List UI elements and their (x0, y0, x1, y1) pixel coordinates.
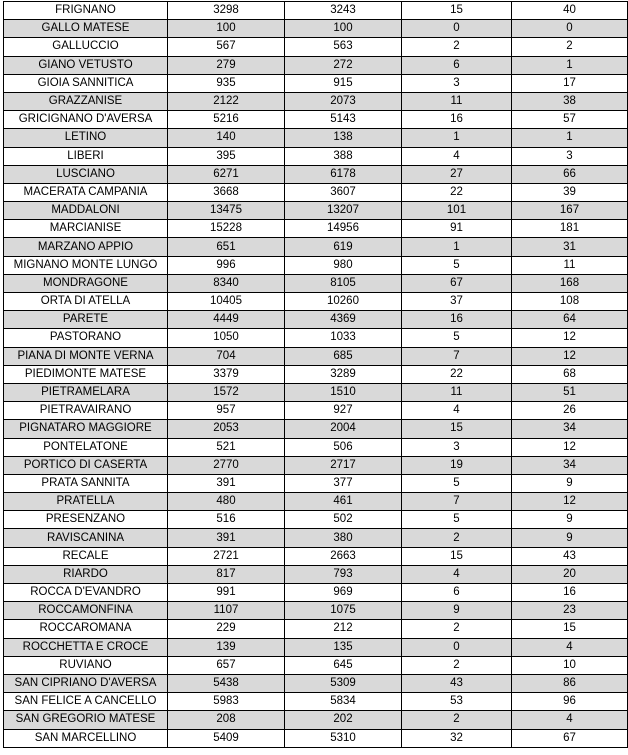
municipality-cell: PRATELLA (4, 493, 168, 511)
table-row (4, 420, 628, 438)
table-row (4, 274, 628, 292)
value-cell-3: 6 (402, 56, 512, 74)
value-cell-4: 12 (512, 347, 628, 365)
value-cell-3: 3 (402, 438, 512, 456)
table-row (4, 529, 628, 547)
value-cell-3: 43 (402, 674, 512, 692)
value-cell-2: 3289 (285, 365, 402, 383)
value-cell-2: 619 (285, 238, 402, 256)
value-cell-1: 4449 (168, 311, 285, 329)
value-cell-2: 1033 (285, 329, 402, 347)
value-cell-4: 34 (512, 456, 628, 474)
table-row (4, 20, 628, 38)
value-cell-2: 506 (285, 438, 402, 456)
value-cell-1: 817 (168, 565, 285, 583)
table-row (4, 256, 628, 274)
table-row (4, 511, 628, 529)
value-cell-2: 3243 (285, 2, 402, 20)
value-cell-4: 9 (512, 474, 628, 492)
table-row (4, 111, 628, 129)
municipality-cell: ROCCA D'EVANDRO (4, 584, 168, 602)
value-cell-1: 996 (168, 256, 285, 274)
value-cell-4: 10 (512, 656, 628, 674)
value-cell-1: 15228 (168, 220, 285, 238)
value-cell-2: 14956 (285, 220, 402, 238)
value-cell-1: 140 (168, 129, 285, 147)
value-cell-2: 10260 (285, 293, 402, 311)
value-cell-3: 27 (402, 165, 512, 183)
value-cell-1: 521 (168, 438, 285, 456)
municipality-cell: RECALE (4, 547, 168, 565)
value-cell-3: 22 (402, 183, 512, 201)
value-cell-3: 2 (402, 620, 512, 638)
value-cell-2: 388 (285, 147, 402, 165)
table-row (4, 2, 628, 20)
municipality-cell: MARZANO APPIO (4, 238, 168, 256)
municipality-cell: MACERATA CAMPANIA (4, 183, 168, 201)
municipality-cell: LETINO (4, 129, 168, 147)
municipality-cell: MIGNANO MONTE LUNGO (4, 256, 168, 274)
value-cell-4: 15 (512, 620, 628, 638)
table-row (4, 56, 628, 74)
municipality-cell: ROCCHETTA E CROCE (4, 638, 168, 656)
table-row (4, 565, 628, 583)
value-cell-4: 57 (512, 111, 628, 129)
value-cell-3: 7 (402, 493, 512, 511)
value-cell-4: 17 (512, 74, 628, 92)
value-cell-1: 5409 (168, 729, 285, 747)
table-row (4, 693, 628, 711)
value-cell-1: 657 (168, 656, 285, 674)
value-cell-4: 9 (512, 511, 628, 529)
table-row (4, 311, 628, 329)
value-cell-4: 31 (512, 238, 628, 256)
value-cell-3: 5 (402, 256, 512, 274)
table-row (4, 584, 628, 602)
value-cell-4: 34 (512, 420, 628, 438)
value-cell-3: 11 (402, 92, 512, 110)
value-cell-4: 38 (512, 92, 628, 110)
table-row (4, 147, 628, 165)
value-cell-3: 2 (402, 656, 512, 674)
municipality-cell: PASTORANO (4, 329, 168, 347)
value-cell-2: 6178 (285, 165, 402, 183)
municipality-cell: ORTA DI ATELLA (4, 293, 168, 311)
value-cell-4: 43 (512, 547, 628, 565)
value-cell-3: 5 (402, 474, 512, 492)
value-cell-2: 980 (285, 256, 402, 274)
municipality-cell: SAN GREGORIO MATESE (4, 711, 168, 729)
table-row (4, 220, 628, 238)
value-cell-4: 86 (512, 674, 628, 692)
value-cell-2: 212 (285, 620, 402, 638)
value-cell-2: 645 (285, 656, 402, 674)
municipality-cell: PARETE (4, 311, 168, 329)
value-cell-3: 5 (402, 329, 512, 347)
value-cell-3: 15 (402, 547, 512, 565)
table-row (4, 438, 628, 456)
value-cell-2: 100 (285, 20, 402, 38)
municipality-cell: GIANO VETUSTO (4, 56, 168, 74)
value-cell-4: 66 (512, 165, 628, 183)
value-cell-2: 2717 (285, 456, 402, 474)
value-cell-2: 927 (285, 402, 402, 420)
value-cell-3: 5 (402, 511, 512, 529)
value-cell-4: 51 (512, 383, 628, 401)
table-row (4, 456, 628, 474)
value-cell-4: 167 (512, 202, 628, 220)
municipality-cell: PIETRAVAIRANO (4, 402, 168, 420)
value-cell-3: 4 (402, 402, 512, 420)
municipality-cell: GRICIGNANO D'AVERSA (4, 111, 168, 129)
municipality-cell: SAN MARCELLINO (4, 729, 168, 747)
value-cell-1: 10405 (168, 293, 285, 311)
municipality-cell: RIARDO (4, 565, 168, 583)
value-cell-3: 2 (402, 711, 512, 729)
value-cell-4: 12 (512, 493, 628, 511)
value-cell-1: 391 (168, 529, 285, 547)
value-cell-3: 1 (402, 238, 512, 256)
municipality-cell: PORTICO DI CASERTA (4, 456, 168, 474)
value-cell-2: 5309 (285, 674, 402, 692)
value-cell-3: 4 (402, 147, 512, 165)
municipality-cell: ROCCAROMANA (4, 620, 168, 638)
municipality-cell: MARCIANISE (4, 220, 168, 238)
table-row (4, 74, 628, 92)
value-cell-3: 9 (402, 602, 512, 620)
value-cell-4: 4 (512, 638, 628, 656)
value-cell-2: 380 (285, 529, 402, 547)
value-cell-3: 11 (402, 383, 512, 401)
value-cell-2: 377 (285, 474, 402, 492)
value-cell-3: 15 (402, 2, 512, 20)
value-cell-1: 651 (168, 238, 285, 256)
value-cell-3: 19 (402, 456, 512, 474)
municipality-cell: SAN FELICE A CANCELLO (4, 693, 168, 711)
value-cell-1: 567 (168, 38, 285, 56)
municipality-cell: LUSCIANO (4, 165, 168, 183)
value-cell-4: 26 (512, 402, 628, 420)
table-row (4, 165, 628, 183)
value-cell-2: 2663 (285, 547, 402, 565)
table-row (4, 347, 628, 365)
value-cell-3: 15 (402, 420, 512, 438)
value-cell-1: 391 (168, 474, 285, 492)
table-row (4, 129, 628, 147)
municipality-cell: GIOIA SANNITICA (4, 74, 168, 92)
value-cell-1: 2721 (168, 547, 285, 565)
value-cell-1: 208 (168, 711, 285, 729)
municipality-cell: GALLO MATESE (4, 20, 168, 38)
value-cell-4: 68 (512, 365, 628, 383)
value-cell-2: 1510 (285, 383, 402, 401)
value-cell-4: 12 (512, 329, 628, 347)
value-cell-2: 202 (285, 711, 402, 729)
value-cell-2: 5834 (285, 693, 402, 711)
value-cell-4: 9 (512, 529, 628, 547)
table-row (4, 474, 628, 492)
municipality-cell: PIGNATARO MAGGIORE (4, 420, 168, 438)
municipality-cell: RUVIANO (4, 656, 168, 674)
value-cell-3: 4 (402, 565, 512, 583)
municipality-cell: FRIGNANO (4, 2, 168, 20)
table-row (4, 38, 628, 56)
value-cell-1: 279 (168, 56, 285, 74)
value-cell-1: 13475 (168, 202, 285, 220)
value-cell-2: 272 (285, 56, 402, 74)
value-cell-1: 100 (168, 20, 285, 38)
municipality-cell: MONDRAGONE (4, 274, 168, 292)
table-row (4, 602, 628, 620)
value-cell-1: 139 (168, 638, 285, 656)
value-cell-2: 969 (285, 584, 402, 602)
value-cell-1: 480 (168, 493, 285, 511)
value-cell-4: 108 (512, 293, 628, 311)
value-cell-3: 91 (402, 220, 512, 238)
value-cell-1: 5216 (168, 111, 285, 129)
table-row (4, 329, 628, 347)
value-cell-4: 67 (512, 729, 628, 747)
table-row (4, 365, 628, 383)
value-cell-4: 2 (512, 38, 628, 56)
municipality-cell: RAVISCANINA (4, 529, 168, 547)
municipality-cell: PRESENZANO (4, 511, 168, 529)
value-cell-2: 461 (285, 493, 402, 511)
municipality-cell: PIANA DI MONTE VERNA (4, 347, 168, 365)
value-cell-3: 3 (402, 74, 512, 92)
table-row (4, 729, 628, 747)
value-cell-3: 0 (402, 638, 512, 656)
value-cell-2: 5143 (285, 111, 402, 129)
municipality-cell: PONTELATONE (4, 438, 168, 456)
value-cell-2: 3607 (285, 183, 402, 201)
value-cell-1: 2122 (168, 92, 285, 110)
municipality-cell: GRAZZANISE (4, 92, 168, 110)
value-cell-1: 3668 (168, 183, 285, 201)
value-cell-1: 5438 (168, 674, 285, 692)
table-row (4, 620, 628, 638)
value-cell-3: 67 (402, 274, 512, 292)
value-cell-3: 16 (402, 111, 512, 129)
value-cell-1: 1107 (168, 602, 285, 620)
value-cell-2: 2073 (285, 92, 402, 110)
value-cell-3: 22 (402, 365, 512, 383)
municipality-cell: GALLUCCIO (4, 38, 168, 56)
value-cell-3: 53 (402, 693, 512, 711)
table-row (4, 711, 628, 729)
value-cell-3: 6 (402, 584, 512, 602)
value-cell-4: 40 (512, 2, 628, 20)
value-cell-2: 4369 (285, 311, 402, 329)
value-cell-4: 181 (512, 220, 628, 238)
value-cell-2: 793 (285, 565, 402, 583)
value-cell-2: 2004 (285, 420, 402, 438)
value-cell-4: 16 (512, 584, 628, 602)
table-row (4, 183, 628, 201)
value-cell-2: 5310 (285, 729, 402, 747)
municipality-cell: PIEDIMONTE MATESE (4, 365, 168, 383)
value-cell-3: 16 (402, 311, 512, 329)
value-cell-4: 23 (512, 602, 628, 620)
value-cell-3: 32 (402, 729, 512, 747)
value-cell-2: 563 (285, 38, 402, 56)
table-row (4, 638, 628, 656)
table-row (4, 92, 628, 110)
table-row (4, 493, 628, 511)
value-cell-1: 6271 (168, 165, 285, 183)
value-cell-3: 2 (402, 529, 512, 547)
value-cell-2: 138 (285, 129, 402, 147)
municipality-cell: SAN CIPRIANO D'AVERSA (4, 674, 168, 692)
municipality-cell: MADDALONI (4, 202, 168, 220)
municipality-cell: PIETRAMELARA (4, 383, 168, 401)
value-cell-1: 957 (168, 402, 285, 420)
value-cell-4: 12 (512, 438, 628, 456)
value-cell-4: 0 (512, 20, 628, 38)
value-cell-4: 96 (512, 693, 628, 711)
table-row (4, 202, 628, 220)
value-cell-2: 685 (285, 347, 402, 365)
table-row (4, 238, 628, 256)
value-cell-1: 229 (168, 620, 285, 638)
value-cell-1: 1572 (168, 383, 285, 401)
value-cell-3: 37 (402, 293, 512, 311)
value-cell-1: 3379 (168, 365, 285, 383)
value-cell-1: 5983 (168, 693, 285, 711)
value-cell-3: 0 (402, 20, 512, 38)
value-cell-1: 516 (168, 511, 285, 529)
municipality-cell: PRATA SANNITA (4, 474, 168, 492)
value-cell-4: 20 (512, 565, 628, 583)
value-cell-1: 991 (168, 584, 285, 602)
value-cell-1: 935 (168, 74, 285, 92)
value-cell-1: 3298 (168, 2, 285, 20)
value-cell-4: 1 (512, 56, 628, 74)
value-cell-4: 168 (512, 274, 628, 292)
value-cell-1: 8340 (168, 274, 285, 292)
value-cell-4: 1 (512, 129, 628, 147)
table-row (4, 674, 628, 692)
value-cell-3: 7 (402, 347, 512, 365)
value-cell-1: 1050 (168, 329, 285, 347)
value-cell-1: 2053 (168, 420, 285, 438)
value-cell-4: 64 (512, 311, 628, 329)
value-cell-2: 13207 (285, 202, 402, 220)
value-cell-4: 4 (512, 711, 628, 729)
value-cell-3: 2 (402, 38, 512, 56)
municipality-cell: LIBERI (4, 147, 168, 165)
value-cell-4: 39 (512, 183, 628, 201)
value-cell-2: 135 (285, 638, 402, 656)
value-cell-2: 8105 (285, 274, 402, 292)
value-cell-3: 101 (402, 202, 512, 220)
value-cell-2: 915 (285, 74, 402, 92)
value-cell-2: 1075 (285, 602, 402, 620)
value-cell-1: 704 (168, 347, 285, 365)
municipality-cell: ROCCAMONFINA (4, 602, 168, 620)
value-cell-1: 2770 (168, 456, 285, 474)
table-row (4, 656, 628, 674)
table-row (4, 547, 628, 565)
table-body (4, 2, 628, 748)
table-row (4, 383, 628, 401)
value-cell-4: 11 (512, 256, 628, 274)
value-cell-2: 502 (285, 511, 402, 529)
value-cell-4: 3 (512, 147, 628, 165)
value-cell-1: 395 (168, 147, 285, 165)
table-row (4, 402, 628, 420)
data-table (3, 1, 628, 748)
table-row (4, 293, 628, 311)
value-cell-3: 1 (402, 129, 512, 147)
